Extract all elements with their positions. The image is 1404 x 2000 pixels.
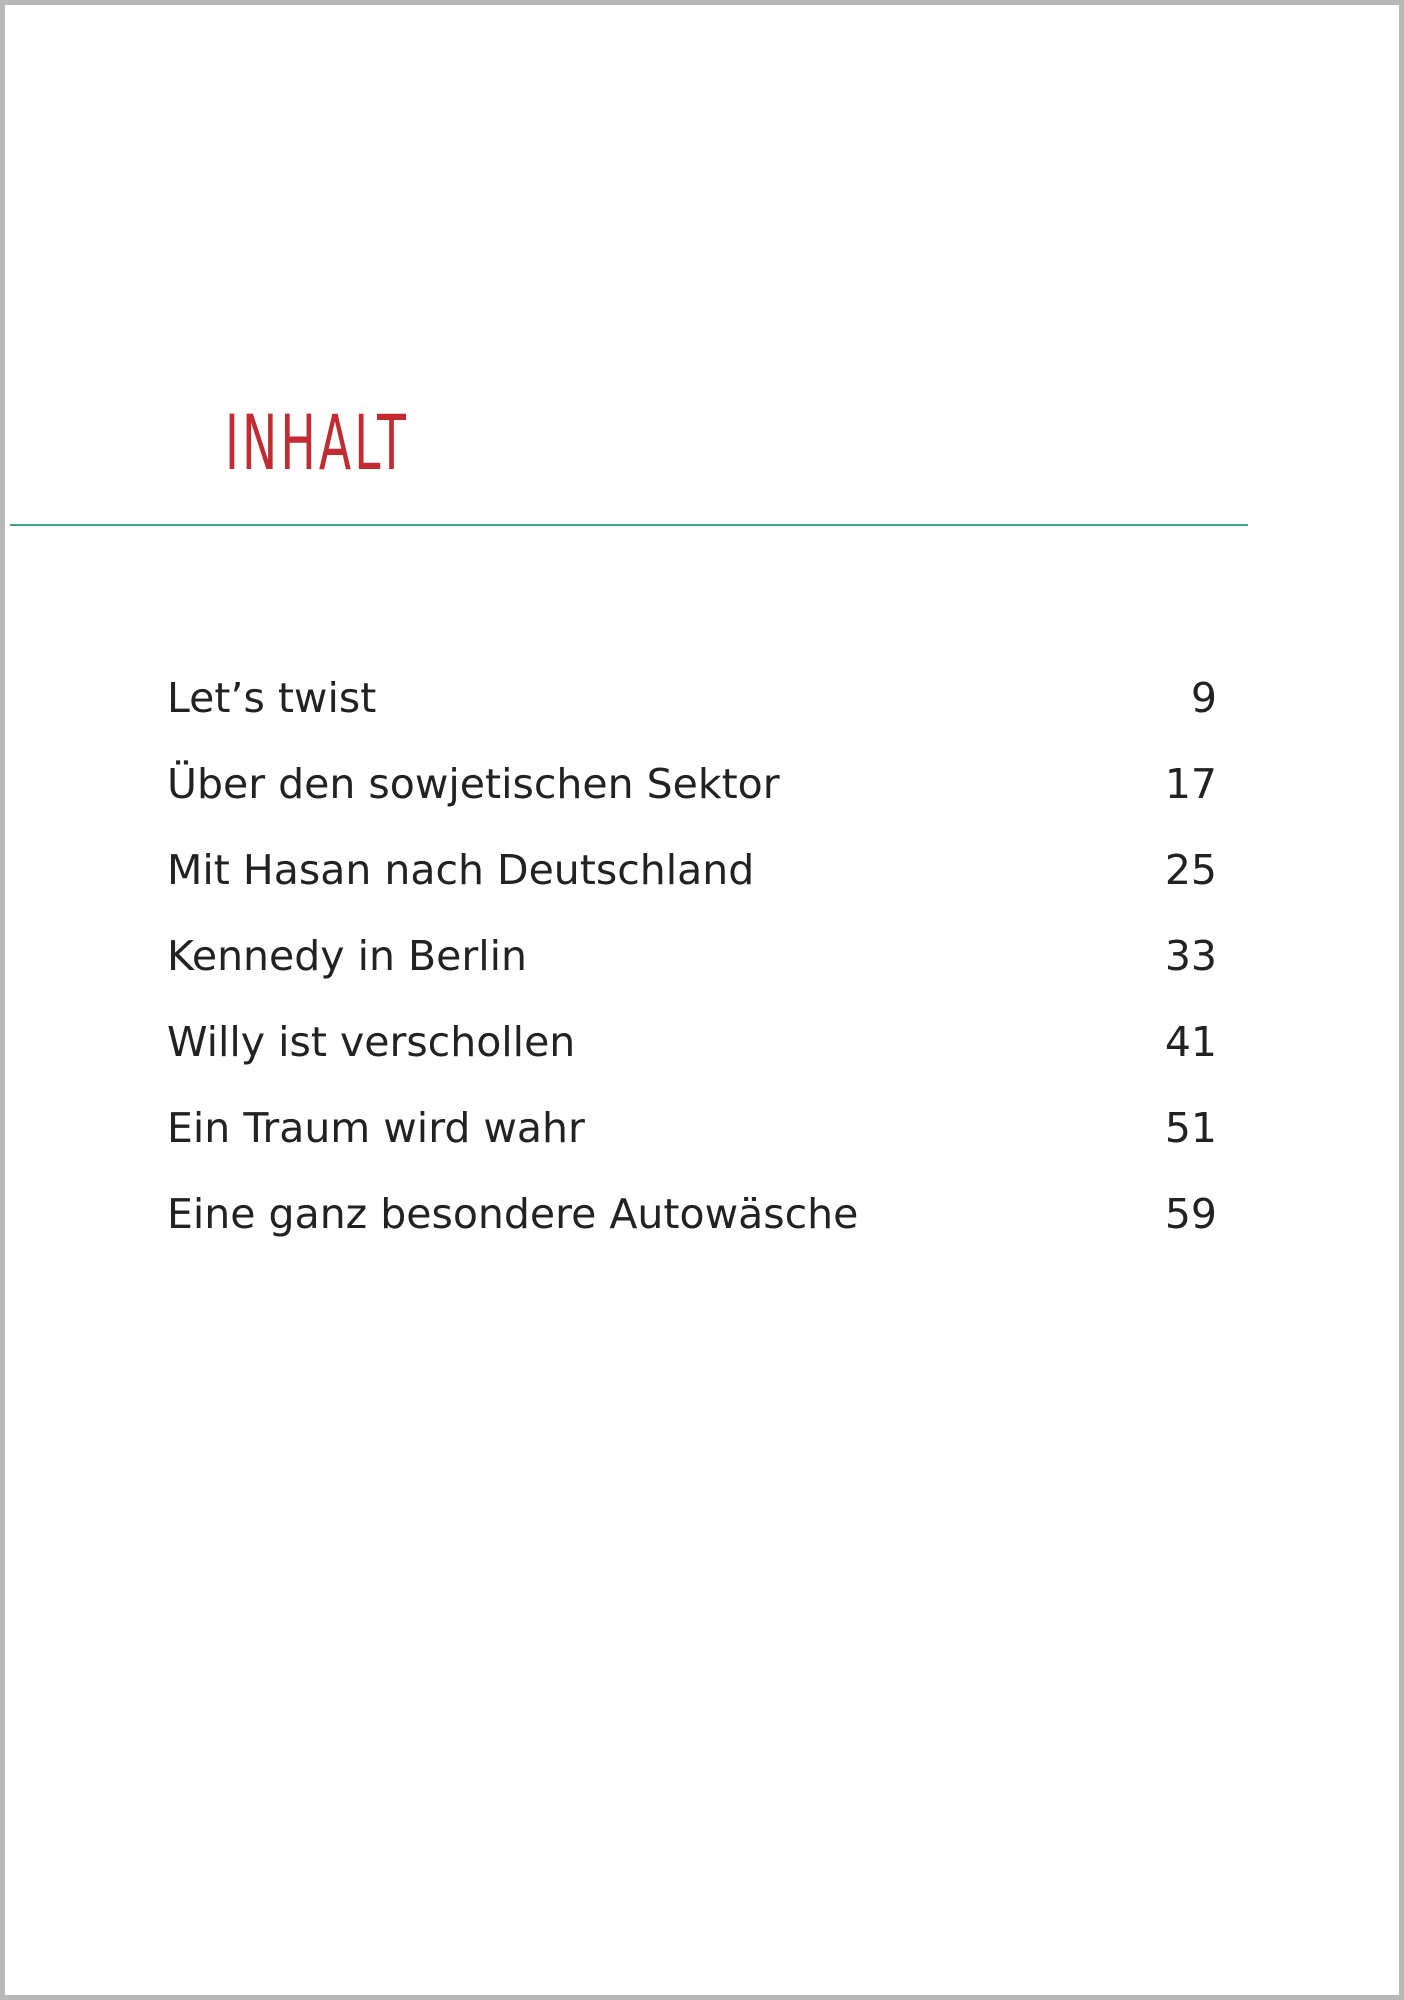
- toc-entry-title: Mit Hasan nach Deutschland: [167, 846, 755, 894]
- toc-entry-page-number: 9: [1190, 674, 1217, 722]
- contents-heading: INHALT: [225, 398, 409, 487]
- toc-entry-title: Willy ist verschollen: [167, 1018, 576, 1066]
- toc-entry-page-number: 41: [1164, 1018, 1217, 1066]
- toc-entry-title: Über den sowjetischen Sektor: [167, 760, 780, 808]
- table-of-contents: [167, 655, 1217, 1257]
- toc-entry: [167, 1085, 1217, 1171]
- toc-entry-title: Kennedy in Berlin: [167, 932, 527, 980]
- toc-entry: [167, 655, 1217, 741]
- toc-entry-title: Eine ganz besondere Autowäsche: [167, 1190, 859, 1238]
- heading-divider: [10, 524, 1248, 526]
- toc-entry-title: Ein Traum wird wahr: [167, 1104, 585, 1152]
- toc-entry: [167, 999, 1217, 1085]
- toc-entry-title: Let’s twist: [167, 674, 377, 722]
- toc-entry: [167, 741, 1217, 827]
- toc-entry-page-number: 59: [1164, 1190, 1217, 1238]
- toc-entry-page-number: 17: [1164, 760, 1217, 808]
- toc-entry: [167, 827, 1217, 913]
- toc-entry-page-number: 51: [1164, 1104, 1217, 1152]
- toc-entry-page-number: 33: [1164, 932, 1217, 980]
- toc-entry: [167, 913, 1217, 999]
- toc-entry: [167, 1171, 1217, 1257]
- toc-entry-page-number: 25: [1164, 846, 1217, 894]
